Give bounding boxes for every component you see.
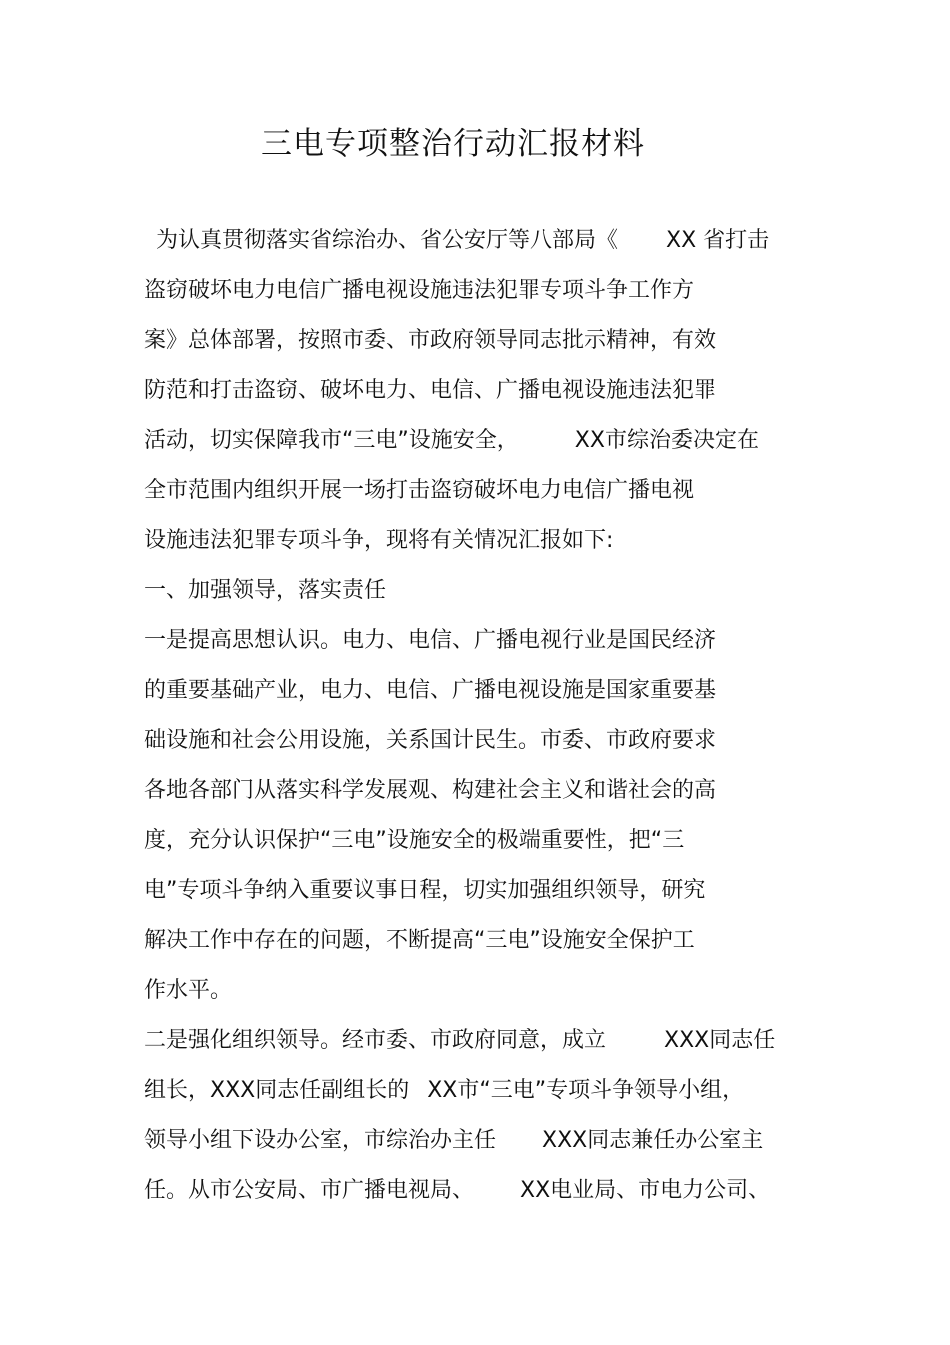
body-line: [144, 823, 684, 859]
body-line: [144, 1023, 775, 1059]
body-line: [144, 1123, 763, 1159]
body-line: [144, 473, 694, 509]
document-title: 三电专项整治行动汇报材料: [261, 126, 645, 162]
body-line: [144, 1173, 770, 1209]
line-segment: 领导小组下设办公室，市综治办主任: [144, 1128, 497, 1153]
body-line: [144, 373, 716, 409]
line-segment: 二是强化组织领导。经市委、市政府同意，成立: [144, 1028, 607, 1053]
body-line: [144, 323, 716, 359]
line-segment: XXX同志兼任办公室主: [542, 1128, 764, 1153]
body-line: [144, 273, 694, 309]
line-segment: 全市范围内组织开展一场打击盗窃破坏电力电信广播电视: [144, 478, 695, 503]
line-segment: 案》总体部署，按照市委、市政府领导同志批示精神，有效: [144, 328, 717, 353]
line-segment: 一、加强领导，落实责任: [144, 578, 387, 603]
line-segment: 任。从市公安局、市广播电视局、: [144, 1178, 475, 1203]
line-segment: 电”专项斗争纳入重要议事日程，切实加强组织领导，研究: [144, 878, 706, 903]
line-segment: 各地各部门从落实科学发展观、构建社会主义和谐社会的高: [144, 778, 717, 803]
line-segment: 解决工作中存在的问题，不断提高“三电”设施安全保护工: [144, 928, 695, 953]
line-segment: XX市“三电”专项斗争领导小组，: [427, 1078, 745, 1103]
line-segment: 为认真贯彻落实省综治办、省公安厅等八部局《: [156, 228, 619, 253]
line-segment: XX 省打击: [666, 228, 770, 253]
line-segment: 础设施和社会公用设施，关系国计民生。市委、市政府要求: [144, 728, 717, 753]
body-line: [144, 523, 613, 559]
line-segment: 盗窃破坏电力电信广播电视设施违法犯罪专项斗争工作方: [144, 278, 695, 303]
section-heading: [144, 573, 386, 609]
line-segment: 活动，切实保障我市“三电”设施安全，: [144, 428, 519, 453]
line-segment: 作水平。: [144, 978, 233, 1003]
body-line: [144, 423, 759, 459]
line-segment: 一是提高思想认识。电力、电信、广播电视行业是国民经济: [144, 628, 717, 653]
body-line: [144, 623, 716, 659]
body-line: [144, 773, 716, 809]
line-segment: 度，充分认识保护“三电”设施安全的极端重要性，把“三: [144, 828, 685, 853]
body-line: [144, 723, 716, 759]
line-segment: XX电业局、市电力公司、: [520, 1178, 771, 1203]
line-segment: XXX同志任: [664, 1028, 776, 1053]
body-line: [144, 973, 232, 1009]
body-line: [144, 1073, 744, 1109]
line-segment: 组长，XXX同志任副组长的: [144, 1078, 410, 1103]
line-segment: 防范和打击盗窃、破坏电力、电信、广播电视设施违法犯罪: [144, 378, 717, 403]
line-segment: XX市综治委决定在: [574, 428, 759, 453]
body-line: [144, 923, 695, 959]
body-line: [144, 873, 705, 909]
line-segment: 的重要基础产业，电力、电信、广播电视设施是国家重要基: [144, 678, 717, 703]
body-line: [144, 673, 716, 709]
line-segment: 设施违法犯罪专项斗争，现将有关情况汇报如下:: [144, 528, 614, 553]
body-line: [156, 223, 769, 259]
